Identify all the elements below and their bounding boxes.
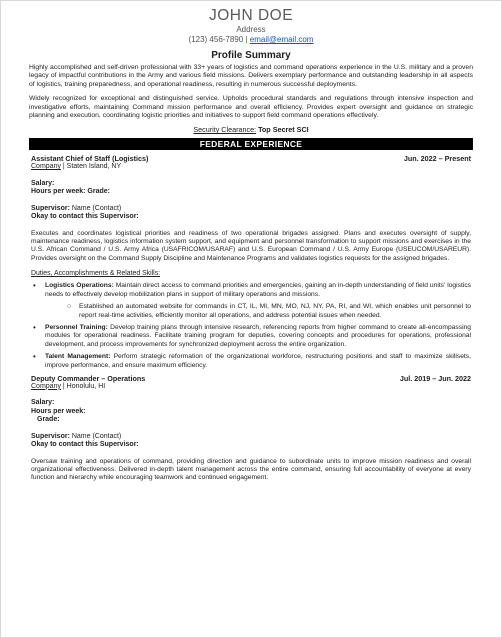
federal-experience-heading: FEDERAL EXPERIENCE bbox=[29, 138, 473, 150]
job-1-dates: Jun. 2022 – Present bbox=[403, 154, 471, 164]
profile-paragraph-2: Widely recognized for exceptional and distinguished service. Upholds procedural standards and regulations through intensive inspection and investigative efforts, maintaining Command mission performance and overall efficiency. Provides expert oversight and guidance on strategic planning and execution, coordinating logistic priorities and initiatives to support field command operations effectively. bbox=[29, 95, 473, 120]
job-1-supervisor-value: Name (Contact) bbox=[69, 204, 122, 212]
job-2-hours: Hours per week: bbox=[31, 407, 86, 415]
bullet-text: Develop training plans through intensive research, referencing reports from higher command to create all-encompassing modules for operational readiness. Facilitate training program for deputies, covering concepts and procedures for operations, professional development, and process improvements for synchronized deployment across the entire organization. bbox=[45, 323, 471, 348]
job-2-okay-contact: Okay to contact this Supervisor: bbox=[31, 441, 139, 449]
bullet-icon: • bbox=[33, 352, 36, 362]
clearance-value: Top Secret SCI bbox=[258, 125, 309, 135]
bullet-text: Perform strategic reformation of the organizational workforce, restructuring positions and staff to maximize skillsets, improve performance, and ensure maximum efficiency. bbox=[45, 353, 471, 369]
job-1-supervisor-label: Supervisor: bbox=[31, 204, 70, 212]
security-clearance bbox=[1, 125, 501, 134]
job-2-description: Oversaw training and operations of command, providing direction and guidance to subordinate units to improve mission readiness and overall organizational effectiveness. Delivered in-depth talent management across the entire command, ensuring full accountability of everyone at every function and hierarchy while encouraging teamwork and continued engagement. bbox=[31, 457, 471, 482]
job-2-supervisor bbox=[31, 433, 471, 442]
sub-bullets bbox=[67, 303, 471, 320]
email-link[interactable]: email@email.com bbox=[249, 35, 314, 44]
job-2-location: | Honolulu, HI bbox=[60, 382, 106, 390]
phone-number: (123) 456-7890 bbox=[188, 35, 244, 44]
bullet-icon: • bbox=[33, 322, 36, 332]
candidate-address: Address bbox=[236, 25, 266, 34]
job-2-header bbox=[31, 374, 471, 383]
bullet-title: Logistics Operations: bbox=[45, 282, 114, 290]
job-1-okay-contact: Okay to contact this Supervisor: bbox=[31, 213, 139, 221]
job-2-salary: Salary: bbox=[31, 399, 55, 407]
contact-separator: | bbox=[243, 35, 250, 44]
job-2-company: Company bbox=[31, 382, 61, 390]
bullet-title: Talent Management: bbox=[45, 353, 111, 361]
job-2-supervisor-value: Name (Contact) bbox=[69, 432, 122, 440]
job-2-grade: Grade: bbox=[37, 416, 60, 424]
profile-summary-title: Profile Summary bbox=[211, 50, 291, 61]
job-1-duties-label bbox=[31, 269, 471, 278]
job-1-title: Assistant Chief of Staff (Logistics) bbox=[31, 154, 149, 164]
profile-paragraph-1: Highly accomplished and self-driven professional with 33+ years of logistics and command operations experience in the U.S. military and a proven legacy of impactful contributions in the Army and various field missions. Delivers exemplary performance and outstanding leadership in all aspects of logistics, training preparedness, and operational readiness, resulting in numerous successful deployments. bbox=[29, 64, 473, 88]
job-1-header bbox=[31, 154, 471, 163]
duties-label-text: Duties, Accomplishments & Related Skills: bbox=[31, 270, 161, 278]
job-2-title: Deputy Commander – Operations bbox=[31, 373, 146, 383]
job-1-company-line bbox=[31, 163, 471, 172]
job-1-bullets bbox=[31, 282, 471, 370]
job-1-salary: Salary: bbox=[31, 179, 55, 187]
job-1-hours-grade: Hours per week: Grade: bbox=[31, 188, 110, 196]
clearance-label: Security Clearance: bbox=[193, 125, 257, 135]
sub-bullet-website bbox=[67, 303, 471, 320]
job-1-location: | Staten Island, NY bbox=[60, 163, 122, 171]
bullet-personnel-training bbox=[31, 324, 471, 349]
job-2-dates: Jul. 2019 – Jun. 2022 bbox=[399, 373, 471, 383]
contact-line bbox=[1, 35, 501, 45]
job-1-description: Executes and coordinates logistical priorities and readiness of two operational brigades assigned. Plans and executes oversight of supply, maintenance readiness, logistics information system support, and equipment and personnel transformation to support missions and exercises in the U.S. African Command / U.S. Army Africa (USAFRICOM/USARAF) and U.S. European Command / U.S. Army Europe (USEUCOM/USAREUR). Provides oversight on the Command Supply Discipline and Maintenance Programs and validates logistics requests for the assigned brigades. bbox=[31, 229, 471, 262]
bullet-talent-management bbox=[31, 353, 471, 370]
bullet-logistics-operations bbox=[31, 282, 471, 320]
job-2-company-line bbox=[31, 383, 471, 392]
bullet-text: Maintain direct access to command priorities and emergencies, gaining an in-depth understanding of field units' logistics needs to effectively develop mobilization plans in support of military operations and missions. bbox=[45, 282, 472, 298]
bullet-title: Personnel Training: bbox=[45, 323, 108, 331]
circle-bullet-icon: ○ bbox=[67, 303, 72, 311]
resume-header bbox=[1, 1, 501, 45]
job-2-supervisor-label: Supervisor: bbox=[31, 432, 70, 440]
bullet-icon: • bbox=[33, 281, 36, 291]
job-1-company: Company bbox=[31, 163, 61, 171]
candidate-name: JOHN DOE bbox=[208, 7, 294, 24]
job-1-supervisor bbox=[31, 205, 471, 214]
sub-bullet-text: Established an automated website for commands in CT, IL, MI, MN, MO, NJ, NY, PA, RI, and WI, which enables unit personnel to report real-time activities, efficiently monitor all operations, and address potential issues when needed. bbox=[79, 303, 471, 319]
